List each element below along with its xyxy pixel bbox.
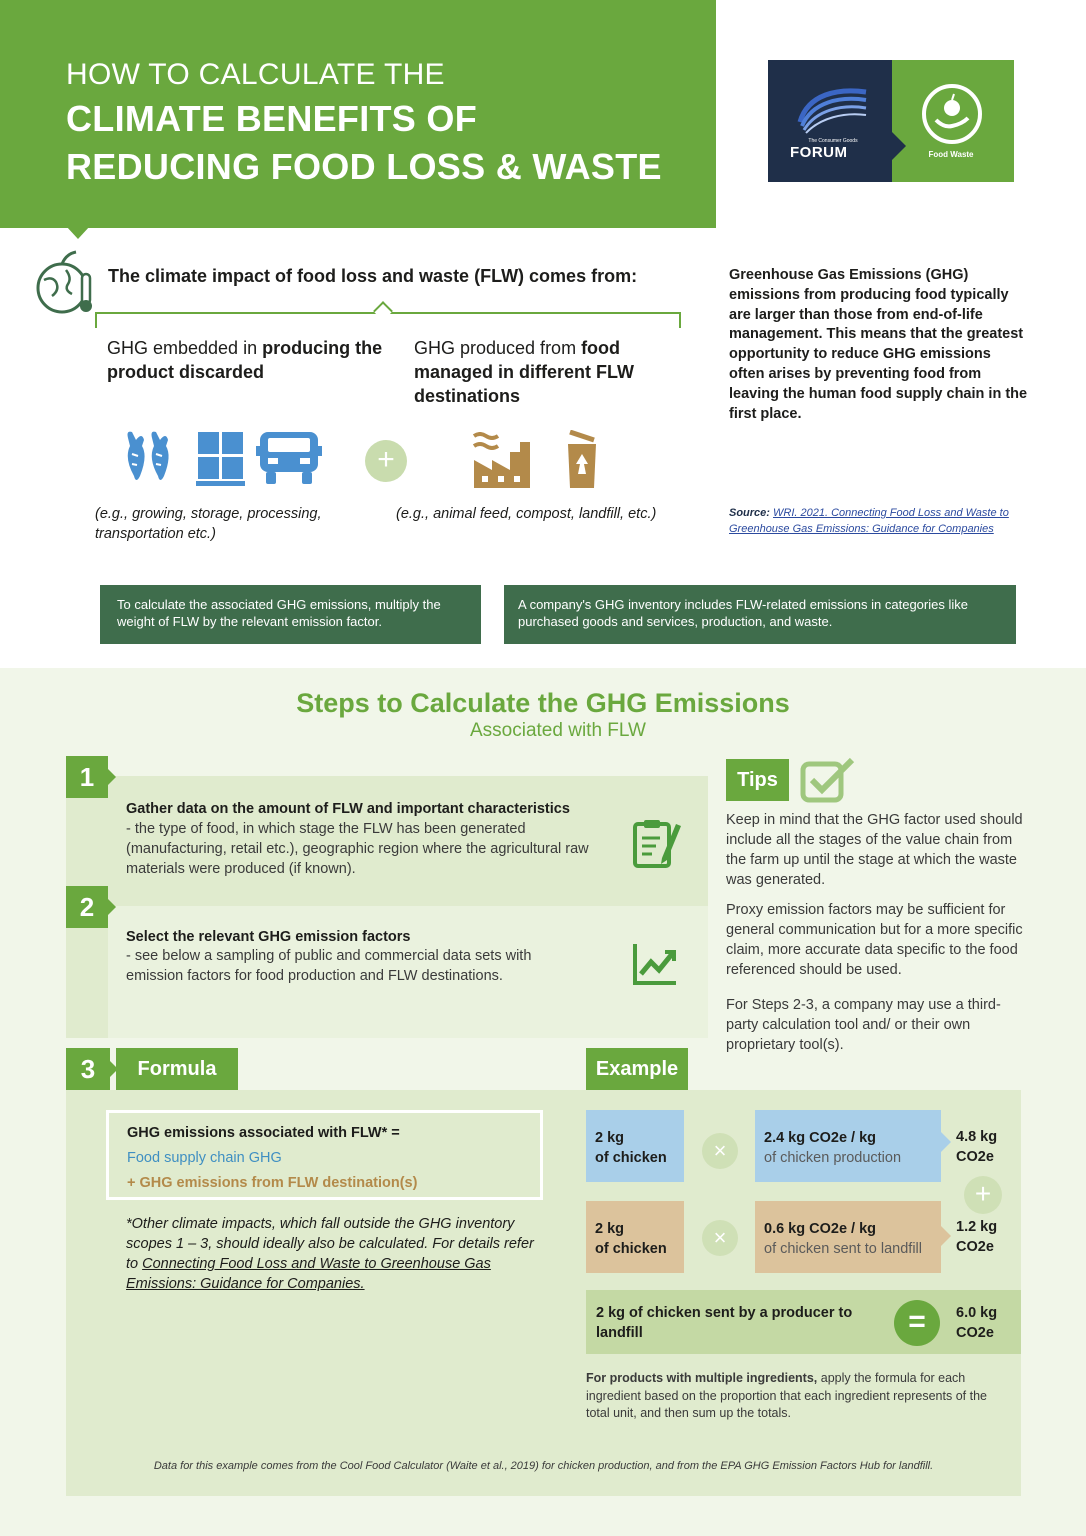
step-1-heading: Gather data on the amount of FLW and important characteristics	[126, 801, 570, 817]
row1-factor	[755, 1110, 941, 1182]
step-2-number: 2	[66, 886, 108, 928]
formula-line-2: Food supply chain GHG	[127, 1150, 282, 1166]
hand-apple-icon	[920, 82, 984, 146]
row2-qty-a: 2 kg	[595, 1221, 625, 1237]
formula-box	[106, 1110, 543, 1200]
ghg-explanation: Greenhouse Gas Emissions (GHG) emissions from producing food typically are larger than those from end-of-life management. This means that the greatest opportunity to reduce GHG emissions often arises by preventing food from leaving the human food supply chain in the first place.	[729, 267, 1028, 422]
guidance-link[interactable]: Connecting Food Loss and Waste to Greenhouse Gas Emissions: Guidance for Companies.	[126, 1256, 491, 1292]
row2-qty-b: of chicken	[595, 1241, 667, 1257]
row2-arrow	[941, 1226, 951, 1246]
factory-icon	[472, 432, 534, 488]
col2-pre: GHG produced from	[414, 338, 582, 358]
row2-result	[956, 1217, 997, 1257]
carrot-icon	[122, 428, 178, 486]
step-3-number: 3	[66, 1048, 110, 1090]
row2-factor-b: of chicken sent to landfill	[764, 1241, 922, 1257]
col1-pre: GHG embedded in	[107, 338, 263, 358]
landfill-bin-icon	[564, 430, 600, 488]
sum-result-b: CO2e	[956, 1325, 994, 1341]
step-2-heading: Select the relevant GHG emission factors	[126, 929, 411, 945]
col2-bold: food managed in different FLW destinations	[414, 338, 635, 406]
plus-icon-2: +	[964, 1176, 1002, 1214]
clipboard-pen-icon	[632, 818, 682, 870]
plus-icon: +	[365, 440, 407, 482]
row2-factor	[755, 1201, 941, 1273]
tip-1: Keep in mind that the GHG factor used should include all the stages of the value chain from the farm up until the stage at which the waste was generated.	[726, 812, 1023, 888]
times-icon-1: ×	[702, 1133, 738, 1169]
truck-icon	[256, 428, 322, 486]
row1-factor-a: 2.4 kg CO2e / kg	[764, 1130, 877, 1146]
source-label: Source:	[729, 507, 774, 519]
formula-footnote	[126, 1214, 546, 1294]
col1-bold: producing the product discarded	[107, 338, 383, 382]
row1-qty-b: of chicken	[595, 1150, 667, 1166]
destination-source	[414, 336, 684, 408]
steps-subtitle: Associated with FLW	[470, 720, 646, 741]
production-examples: (e.g., growing, storage, processing, transportation etc.)	[95, 506, 322, 542]
row2-factor-a: 0.6 kg CO2e / kg	[764, 1221, 877, 1237]
cgf-logo	[768, 60, 1014, 182]
sum-label: 2 kg of chicken sent by a producer to landfill	[596, 1305, 853, 1341]
title-line-2: CLIMATE BENEFITS OF	[66, 98, 478, 139]
sum-result-a: 6.0 kg	[956, 1305, 998, 1321]
header-notch	[66, 226, 90, 239]
row2-result-b: CO2e	[956, 1239, 994, 1255]
destination-examples: (e.g., animal feed, compost, landfill, etc.)	[396, 506, 657, 522]
row2-quantity	[586, 1201, 684, 1273]
source-link[interactable]: WRI. 2021. Connecting Food Loss and Waste to Greenhouse Gas Emissions: Guidance for Companies	[729, 507, 1009, 535]
data-source-note: Data for this example comes from the Cool Food Calculator (Waite et al., 2019) for chicken production, and from the EPA GHG Emission Factors Hub for landfill.	[153, 1460, 934, 1472]
tip-3: For Steps 2-3, a company may use a third-party calculation tool and/ or their own proprietary tool(s).	[726, 997, 1001, 1053]
forum-swoosh-icon	[794, 82, 868, 134]
tips-label: Tips	[726, 759, 789, 801]
checkbox-icon	[800, 756, 856, 804]
multi-bold: For products with multiple ingredients,	[586, 1371, 818, 1385]
multi-rest: apply the formula for each ingredient based on the proportion that each ingredient represents of the total unit, and then sum up the totals.	[586, 1371, 987, 1420]
row1-result-b: CO2e	[956, 1149, 994, 1165]
row1-quantity	[586, 1110, 684, 1182]
formula-line-3: + GHG emissions from FLW destination(s)	[127, 1175, 418, 1191]
row1-factor-b: of chicken production	[764, 1150, 902, 1166]
inventory-box: A company's GHG inventory includes FLW-related emissions in categories like purchased goods and services, production, and waste.	[504, 585, 1016, 644]
note-pre: *Other climate impacts, which fall outside the GHG inventory scopes 1 – 3, should ideally also be calculated. For details refer to	[126, 1216, 534, 1272]
sum-result	[956, 1303, 997, 1343]
title-line-1: HOW TO CALCULATE THE	[66, 58, 445, 91]
impact-heading: The climate impact of food loss and waste (FLW) comes from:	[108, 266, 638, 286]
row1-qty-a: 2 kg	[595, 1130, 625, 1146]
step-1-number: 1	[66, 756, 108, 798]
source-citation	[729, 506, 1029, 537]
equals-icon: =	[894, 1300, 940, 1346]
step-1-body: - the type of food, in which stage the FLW has been generated (manufacturing, retail etc.), geographic region where the agricultural raw materials were produced (if known).	[126, 821, 589, 877]
logo-arrow	[892, 132, 906, 160]
example-label: Example	[586, 1048, 688, 1090]
logo-food-waste-text: Food Waste	[928, 150, 974, 159]
producing-source	[107, 336, 387, 384]
multi-ingredient-note	[586, 1370, 996, 1423]
times-icon-2: ×	[702, 1220, 738, 1256]
row1-result	[956, 1127, 997, 1167]
storage-pallet-icon	[196, 430, 246, 486]
title-line-3: REDUCING FOOD LOSS & WASTE	[66, 146, 662, 187]
logo-forum-text: FORUM	[790, 144, 848, 161]
row1-result-a: 4.8 kg	[956, 1129, 998, 1145]
step-2-body: - see below a sampling of public and commercial data sets with emission factors for food production and FLW destinations.	[126, 948, 532, 984]
tip-2: Proxy emission factors may be sufficient for general communication but for a more specific claim, more accurate data specific to the food referenced should be used.	[726, 902, 1023, 978]
formula-label: Formula	[116, 1048, 238, 1090]
earth-apple-icon	[32, 250, 96, 316]
logo-small-text: The Consumer Goods	[808, 138, 858, 144]
steps-title: Steps to Calculate the GHG Emissions	[296, 688, 790, 718]
chart-up-icon	[632, 942, 678, 986]
row2-result-a: 1.2 kg	[956, 1219, 998, 1235]
row1-arrow	[941, 1132, 951, 1152]
calc-method-box: To calculate the associated GHG emissions, multiply the weight of FLW by the relevant emission factor.	[100, 585, 481, 644]
formula-line-1: GHG emissions associated with FLW* =	[127, 1125, 400, 1141]
